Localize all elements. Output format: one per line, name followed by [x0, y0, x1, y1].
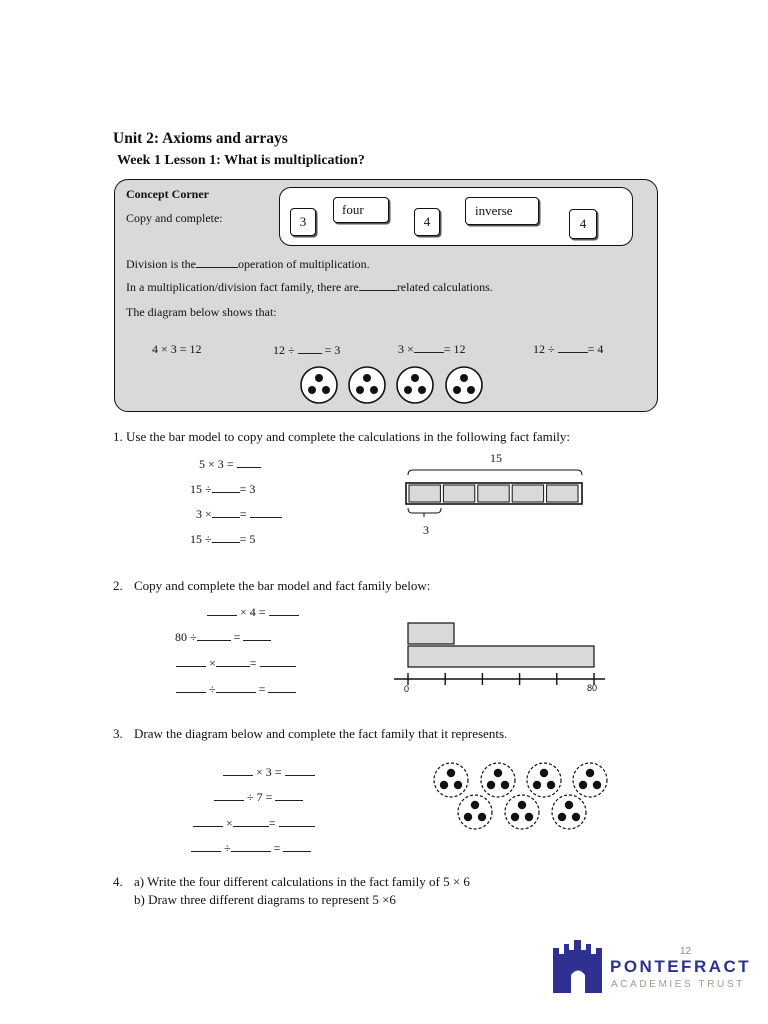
- q1-line-2-start: 15 ÷: [190, 482, 212, 496]
- concept-eq-4-start: 12 ÷: [533, 342, 555, 356]
- word-card-3: 3: [290, 208, 316, 236]
- q4-number: 4.: [113, 874, 123, 889]
- q1-line-3-start: 3 ×: [196, 507, 212, 521]
- q1-line-2-end: = 3: [239, 482, 256, 496]
- q1-bar-total-label: 15: [490, 451, 502, 465]
- sentence-diagram: The diagram below shows that:: [126, 305, 277, 319]
- q3-line-3-eq: =: [268, 816, 276, 830]
- q2-line-2-start: 80 ÷: [175, 630, 197, 644]
- word-card-4a: 4: [414, 208, 440, 236]
- q2-line-2-end: =: [233, 630, 241, 644]
- concept-eq-1: 4 × 3 = 12: [152, 342, 202, 356]
- word-card-inverse: inverse: [465, 197, 539, 225]
- q2-line-3-op: ×: [209, 656, 216, 670]
- q3-line-3-op: ×: [226, 816, 233, 830]
- unit-title: Unit 2: Axioms and arrays: [113, 130, 288, 147]
- org-name: PONTEFRACT: [610, 957, 752, 976]
- sentence-inverse-end: operation of multiplication.: [238, 257, 370, 271]
- q4-part-b: b) Draw three different diagrams to represent 5 ×6: [134, 892, 396, 907]
- q3-line-4-op: ÷: [224, 841, 231, 855]
- concept-eq-2-end: = 3: [324, 343, 341, 357]
- concept-eq-4-end: = 4: [587, 342, 604, 356]
- q1-line-1-text: 5 × 3 =: [199, 457, 234, 471]
- concept-eq-3-start: 3 ×: [398, 342, 414, 356]
- q3-number: 3.: [113, 726, 123, 741]
- q2-line-3-eq: =: [249, 656, 257, 670]
- sentence-inverse-start: Division is the: [126, 257, 197, 271]
- q2-line-1-text: × 4 =: [240, 605, 266, 619]
- word-card-4b: 4: [569, 209, 597, 239]
- org-subtitle: ACADEMIES TRUST: [611, 979, 745, 990]
- q1-line-4-start: 15 ÷: [190, 532, 212, 546]
- q1-prompt: 1. Use the bar model to copy and complete the calculations in the following fact family:: [113, 429, 571, 444]
- q4-part-a: a) Write the four different calculations in the fact family of 5 × 6: [134, 874, 470, 889]
- q3-line-4-eq: =: [273, 841, 281, 855]
- concept-eq-3-end: = 12: [443, 342, 466, 356]
- sentence-related-start: In a multiplication/division fact family, there are: [126, 280, 359, 294]
- q2-axis-end: 80: [587, 683, 598, 693]
- q2-number: 2.: [113, 578, 123, 593]
- q1-line-3-end: =: [239, 507, 247, 521]
- q1-line-4-end: = 5: [239, 532, 256, 546]
- lesson-title: Week 1 Lesson 1: What is multiplication?: [117, 153, 365, 168]
- q3-line-2-text: ÷ 7 =: [247, 790, 273, 804]
- q2-axis-start: 0: [404, 684, 410, 694]
- q3-prompt: Draw the diagram below and complete the fact family that it represents.: [134, 726, 508, 741]
- page-number: 12: [680, 946, 692, 957]
- q2-line-4-op: ÷: [209, 682, 216, 696]
- concept-corner-title: Concept Corner: [126, 187, 209, 201]
- q2-prompt: Copy and complete the bar model and fact family below:: [134, 578, 431, 593]
- word-card-four: four: [333, 197, 389, 223]
- q1-bar-part-label: 3: [423, 523, 429, 537]
- q2-line-4-eq: =: [258, 682, 266, 696]
- sentence-related-end: related calculations.: [396, 280, 493, 294]
- q3-line-1-text: × 3 =: [256, 765, 282, 779]
- concept-instruction: Copy and complete:: [126, 211, 223, 225]
- concept-eq-2-start: 12 ÷: [273, 343, 295, 357]
